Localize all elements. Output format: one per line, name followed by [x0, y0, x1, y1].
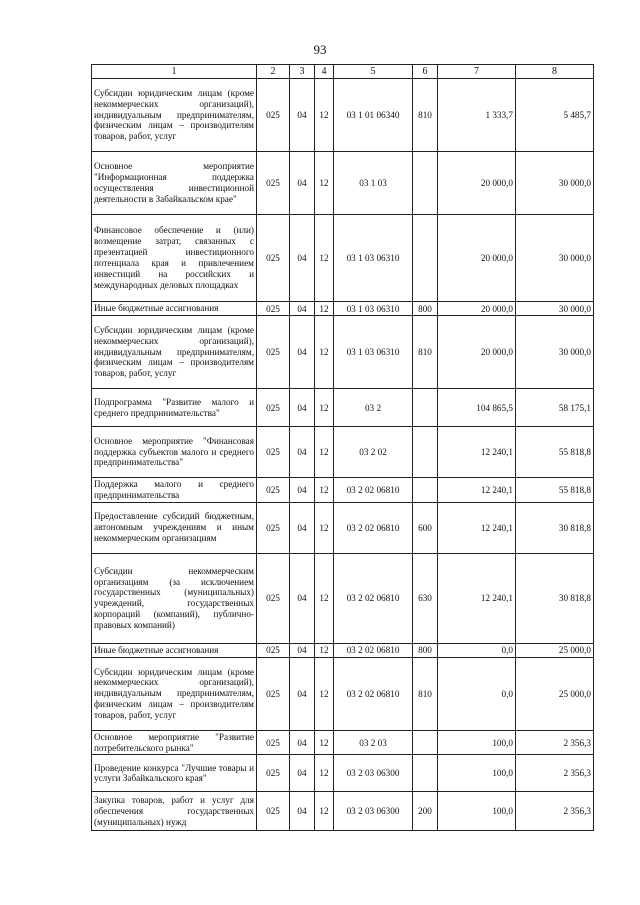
row-expense-type: [413, 152, 438, 215]
row-amount-2: 30 818,8: [516, 502, 594, 553]
row-amount-1: 12 240,1: [438, 478, 516, 503]
row-name: Основное мероприятие "Финансовая поддержка субъектов малого и среднего предпринимательства": [92, 427, 257, 478]
row-target-article: 03 1 03 06310: [334, 215, 413, 302]
table-row: [92, 730, 594, 755]
table-row: [92, 755, 594, 792]
column-header: 7: [438, 65, 516, 79]
row-subsection: 12: [315, 215, 334, 302]
row-name: Предоставление субсидий бюджетным, автономным учреждениям и иным некоммерческим организациям: [92, 502, 257, 553]
row-amount-1: 100,0: [438, 730, 516, 755]
row-admin-code: 025: [257, 302, 290, 316]
row-section: 04: [290, 427, 315, 478]
row-subsection: 12: [315, 79, 334, 152]
row-target-article: 03 2 02: [334, 427, 413, 478]
row-target-article: 03 2 02 06810: [334, 502, 413, 553]
row-target-article: 03 1 03 06310: [334, 316, 413, 389]
column-header: 2: [257, 65, 290, 79]
row-subsection: 12: [315, 302, 334, 316]
table-row: [92, 389, 594, 427]
row-subsection: 12: [315, 792, 334, 831]
row-amount-1: 0,0: [438, 657, 516, 730]
table-row: [92, 427, 594, 478]
row-target-article: 03 2 02 06810: [334, 657, 413, 730]
row-admin-code: 025: [257, 553, 290, 643]
row-subsection: 12: [315, 657, 334, 730]
row-expense-type: 800: [413, 643, 438, 657]
row-amount-1: 12 240,1: [438, 502, 516, 553]
row-subsection: 12: [315, 389, 334, 427]
row-name: Основное мероприятие "Развитие потребительского рынка": [92, 730, 257, 755]
row-expense-type: [413, 755, 438, 792]
table-row: [92, 79, 594, 152]
column-header: 8: [516, 65, 594, 79]
row-name: Проведение конкурса "Лучшие товары и услуги Забайкальского края": [92, 755, 257, 792]
row-section: 04: [290, 502, 315, 553]
row-admin-code: 025: [257, 215, 290, 302]
row-amount-1: 1 333,7: [438, 79, 516, 152]
page-number: 93: [313, 42, 327, 57]
row-admin-code: 025: [257, 316, 290, 389]
row-amount-2: 25 000,0: [516, 657, 594, 730]
row-subsection: 12: [315, 643, 334, 657]
table-row: [92, 657, 594, 730]
row-amount-2: 30 000,0: [516, 152, 594, 215]
row-section: 04: [290, 730, 315, 755]
row-amount-2: 30 000,0: [516, 302, 594, 316]
row-target-article: 03 2 02 06810: [334, 478, 413, 503]
row-amount-2: 5 485,7: [516, 79, 594, 152]
row-name: Поддержка малого и среднего предпринимательства: [92, 478, 257, 503]
row-admin-code: 025: [257, 643, 290, 657]
row-section: 04: [290, 389, 315, 427]
row-expense-type: [413, 478, 438, 503]
table-header-row: [92, 65, 594, 79]
row-amount-1: 20 000,0: [438, 302, 516, 316]
row-section: 04: [290, 316, 315, 389]
row-amount-1: 12 240,1: [438, 427, 516, 478]
row-target-article: 03 1 03 06310: [334, 302, 413, 316]
row-name: Субсидии некоммерческим организациям (за исключением государственных (муниципальных) учреждений, государственных корпораций (компаний), публично-правовых компаний): [92, 553, 257, 643]
row-subsection: 12: [315, 427, 334, 478]
row-admin-code: 025: [257, 730, 290, 755]
table-row: [92, 643, 594, 657]
column-header: 1: [92, 65, 257, 79]
row-section: 04: [290, 657, 315, 730]
row-amount-2: 30 000,0: [516, 215, 594, 302]
row-amount-2: 2 356,3: [516, 792, 594, 831]
row-amount-2: 55 818,8: [516, 427, 594, 478]
row-section: 04: [290, 643, 315, 657]
row-expense-type: [413, 730, 438, 755]
row-amount-1: 20 000,0: [438, 215, 516, 302]
row-target-article: 03 1 01 06340: [334, 79, 413, 152]
budget-table: [91, 64, 594, 831]
table-row: [92, 316, 594, 389]
row-expense-type: 600: [413, 502, 438, 553]
row-amount-2: 55 818,8: [516, 478, 594, 503]
row-name: Субсидии юридическим лицам (кроме некоммерческих организаций), индивидуальным предпринимателям, физическим лицам – производителям товаров, работ, услуг: [92, 316, 257, 389]
row-amount-2: 58 175,1: [516, 389, 594, 427]
row-expense-type: 630: [413, 553, 438, 643]
row-amount-1: 12 240,1: [438, 553, 516, 643]
row-target-article: 03 2 02 06810: [334, 553, 413, 643]
row-admin-code: 025: [257, 755, 290, 792]
row-admin-code: 025: [257, 478, 290, 503]
row-admin-code: 025: [257, 657, 290, 730]
row-name: Закупка товаров, работ и услуг для обеспечения государственных (муниципальных) нужд: [92, 792, 257, 831]
row-subsection: 12: [315, 316, 334, 389]
row-subsection: 12: [315, 502, 334, 553]
row-subsection: 12: [315, 152, 334, 215]
row-admin-code: 025: [257, 79, 290, 152]
row-section: 04: [290, 79, 315, 152]
row-amount-1: 100,0: [438, 792, 516, 831]
table-row: [92, 553, 594, 643]
row-subsection: 12: [315, 478, 334, 503]
table-row: [92, 502, 594, 553]
row-target-article: 03 2 03 06300: [334, 792, 413, 831]
row-section: 04: [290, 755, 315, 792]
table-row: [92, 215, 594, 302]
row-admin-code: 025: [257, 152, 290, 215]
table-row: [92, 478, 594, 503]
row-name: Финансовое обеспечение и (или) возмещение затрат, связанных с презентацией инвестиционного потенциала края и привлечением инвестиций на российских и международных деловых площадках: [92, 215, 257, 302]
row-expense-type: [413, 215, 438, 302]
table-row: [92, 302, 594, 316]
row-expense-type: [413, 389, 438, 427]
row-name: Субсидии юридическим лицам (кроме некоммерческих организаций), индивидуальным предпринимателям, физическим лицам – производителям товаров, работ, услуг: [92, 657, 257, 730]
row-expense-type: 810: [413, 316, 438, 389]
row-name: Иные бюджетные ассигнования: [92, 302, 257, 316]
row-expense-type: [413, 427, 438, 478]
row-section: 04: [290, 215, 315, 302]
row-expense-type: 810: [413, 79, 438, 152]
row-section: 04: [290, 478, 315, 503]
row-target-article: 03 2 02 06810: [334, 643, 413, 657]
row-amount-2: 25 000,0: [516, 643, 594, 657]
row-name: Основное мероприятие "Информационная поддержка осуществления инвестиционной деятельности в Забайкальском крае": [92, 152, 257, 215]
row-target-article: 03 2 03 06300: [334, 755, 413, 792]
row-amount-1: 104 865,5: [438, 389, 516, 427]
row-admin-code: 025: [257, 389, 290, 427]
table-row: [92, 152, 594, 215]
row-section: 04: [290, 152, 315, 215]
table-row: [92, 792, 594, 831]
row-admin-code: 025: [257, 427, 290, 478]
column-header: 5: [334, 65, 413, 79]
row-amount-2: 30 000,0: [516, 316, 594, 389]
column-header: 3: [290, 65, 315, 79]
row-subsection: 12: [315, 553, 334, 643]
row-amount-1: 20 000,0: [438, 316, 516, 389]
row-amount-1: 100,0: [438, 755, 516, 792]
row-name: Подпрограмма "Развитие малого и среднего предпринимательства": [92, 389, 257, 427]
row-target-article: 03 1 03: [334, 152, 413, 215]
row-amount-1: 0,0: [438, 643, 516, 657]
row-name: Иные бюджетные ассигнования: [92, 643, 257, 657]
row-expense-type: 200: [413, 792, 438, 831]
row-amount-1: 20 000,0: [438, 152, 516, 215]
row-section: 04: [290, 302, 315, 316]
column-header: 6: [413, 65, 438, 79]
row-amount-2: 2 356,3: [516, 730, 594, 755]
row-expense-type: 800: [413, 302, 438, 316]
row-expense-type: 810: [413, 657, 438, 730]
row-section: 04: [290, 553, 315, 643]
row-amount-2: 30 818,8: [516, 553, 594, 643]
row-target-article: 03 2: [334, 389, 413, 427]
row-amount-2: 2 356,3: [516, 755, 594, 792]
row-section: 04: [290, 792, 315, 831]
row-target-article: 03 2 03: [334, 730, 413, 755]
row-admin-code: 025: [257, 792, 290, 831]
row-subsection: 12: [315, 755, 334, 792]
row-subsection: 12: [315, 730, 334, 755]
row-name: Субсидии юридическим лицам (кроме некоммерческих организаций), индивидуальным предпринимателям, физическим лицам – производителям товаров, работ, услуг: [92, 79, 257, 152]
column-header: 4: [315, 65, 334, 79]
row-admin-code: 025: [257, 502, 290, 553]
